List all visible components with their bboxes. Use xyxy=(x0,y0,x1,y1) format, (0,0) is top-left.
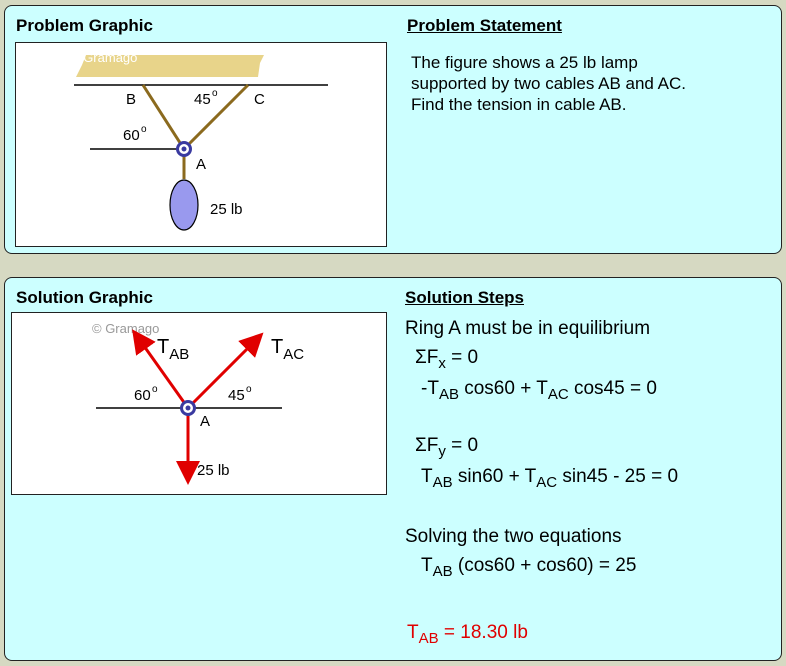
label-a: A xyxy=(196,156,207,173)
angle-45: 45 xyxy=(194,91,211,108)
solution-steps-heading: Solution Steps xyxy=(405,288,524,307)
problem-graphic-heading: Problem Graphic xyxy=(16,16,153,35)
label-tab-t: T xyxy=(157,336,170,358)
label-tac xyxy=(271,336,304,363)
solution-graphic-heading: Solution Graphic xyxy=(16,288,153,307)
statement-line-3: Find the tension in cable AB. xyxy=(411,95,627,114)
step-sum-fy: $\Sigma F_y = 0$ xyxy=(415,435,479,460)
ring-a-center xyxy=(186,406,191,411)
answer: $T_{AB} = 18.30$ lb xyxy=(407,622,528,647)
angle-45: 45 xyxy=(228,387,245,404)
cable-ab xyxy=(143,85,184,149)
ring-a-center xyxy=(182,147,187,152)
angle-60-degree: o xyxy=(141,124,147,135)
label-tab xyxy=(157,336,189,363)
label-tab-sub: AB xyxy=(169,346,190,363)
problem-diagram xyxy=(16,43,388,248)
problem-figure xyxy=(15,42,387,247)
angle-60: 60 xyxy=(134,387,151,404)
angle-60-degree: o xyxy=(152,384,158,395)
angle-45-degree: o xyxy=(212,88,218,99)
watermark: © Gramago xyxy=(92,321,160,336)
statement-line-2: supported by two cables AB and AC. xyxy=(411,74,687,93)
label-a: A xyxy=(200,413,211,430)
step-combined-equation: $T_{AB}$ (cos60 + cos60) = 25 xyxy=(421,555,637,580)
step-solving: Solving the two equations xyxy=(405,526,622,547)
step-equilibrium: Ring A must be in equilibrium xyxy=(405,318,651,339)
problem-panel xyxy=(4,5,782,254)
free-body-diagram xyxy=(12,313,388,496)
angle-45-degree: o xyxy=(246,384,252,395)
step-sum-fx: $\Sigma F_x = 0$ xyxy=(415,347,479,372)
problem-statement-heading: Problem Statement xyxy=(407,16,562,35)
label-tac-t: T xyxy=(271,336,284,358)
statement-line-1: The figure shows a 25 lb lamp xyxy=(411,53,638,72)
angle-60: 60 xyxy=(123,127,140,144)
label-tac-sub: AC xyxy=(283,346,305,363)
force-ac-arrow xyxy=(188,341,255,408)
label-b: B xyxy=(126,91,137,108)
weight-label: 25 lb xyxy=(210,201,243,218)
problem-statement xyxy=(411,52,686,115)
solution-panel xyxy=(4,277,782,661)
label-c: C xyxy=(254,91,265,108)
lamp xyxy=(170,180,198,230)
solution-figure xyxy=(11,312,387,495)
watermark: © Gramago xyxy=(70,50,138,65)
weight-label: 25 lb xyxy=(197,462,230,479)
step-fx-equation: $-T_{AB}$ $\cos 60 + T_{AC}$ cos45 = 0 xyxy=(421,378,657,403)
step-fy-equation: $T_{AB}$ $\sin 60 + T_{AC}$ sin45 - 25 = 0 xyxy=(421,466,679,491)
